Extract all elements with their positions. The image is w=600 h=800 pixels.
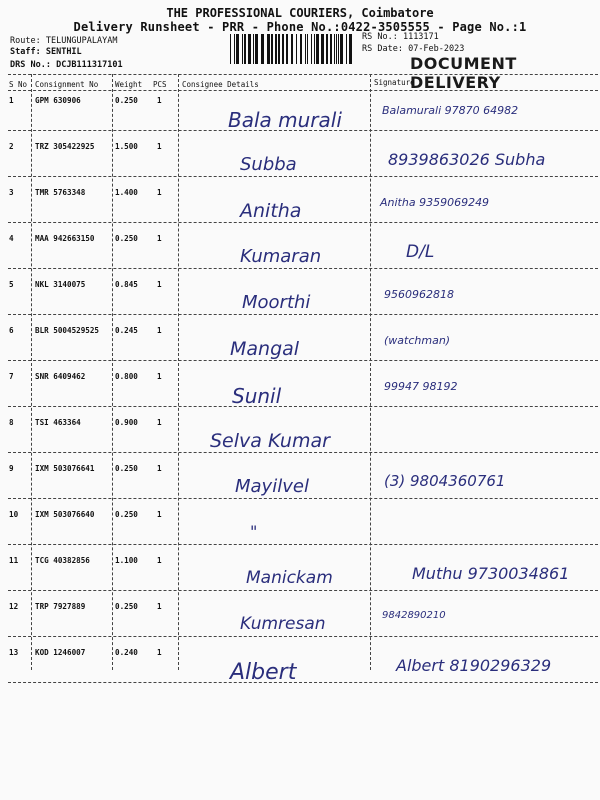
barcode-bar [291,34,293,64]
row-sno: 8 [9,418,14,427]
row-signature: Albert 8190296329 [396,656,552,675]
row-signature: 9560962818 [384,288,454,301]
row-pcs: 1 [157,464,162,473]
runsheet-title: Delivery Runsheet - PRR - Phone No.:0422-3505555 - Page No.:1 [73,20,527,34]
row-sno: 4 [9,234,14,243]
barcode-bar [234,34,235,64]
row-sno: 11 [9,556,19,565]
barcode-bar [307,34,308,64]
row-consignment: TSI 463364 [35,418,81,427]
col-header-pcs: PCS [153,80,167,89]
col-header-signature: Signature [374,78,415,87]
row-consignment: GPM 630906 [35,96,81,105]
col-header-consignment: Consignment No [35,80,99,89]
row-pcs: 1 [157,188,162,197]
barcode-bar [334,34,335,64]
row-weight: 0.250 [115,510,138,519]
barcode-bar [330,34,332,64]
route-line [10,36,118,46]
row-consignee-name: Selva Kumar [210,430,330,452]
row-sno: 12 [9,602,19,611]
barcode-bar [349,34,352,64]
row-weight: 0.845 [115,280,138,289]
row-consignment: TRP 7927889 [35,602,86,611]
row-weight: 0.250 [115,96,138,105]
row-consignee-name: Kumaran [240,246,322,267]
barcode-bar [271,34,273,64]
row-pcs: 1 [157,418,162,427]
row-weight: 0.250 [115,602,138,611]
col-divider [178,74,179,670]
row-weight: 0.250 [115,464,138,473]
row-consignee-name: " [250,522,258,541]
row-signature: (watchman) [384,334,451,347]
row-weight: 1.100 [115,556,138,565]
row-consignment: SNR 6409462 [35,372,86,381]
row-signature: Balamurali 97870 64982 [382,104,519,117]
barcode-bar [253,34,254,64]
row-separator [8,360,598,361]
rs-date-value: 07-Feb-2023 [408,44,465,54]
row-consignment: TMR 5763348 [35,188,86,197]
row-pcs: 1 [157,372,162,381]
row-pcs: 1 [157,234,162,243]
row-separator [8,682,598,683]
barcode-bar [314,34,315,64]
row-separator [8,452,598,453]
rs-no-label: RS No.: [362,32,398,42]
row-pcs: 1 [157,142,162,151]
col-divider [31,74,32,670]
row-signature: 99947 98192 [384,380,458,393]
row-sno: 2 [9,142,14,151]
row-sno: 10 [9,510,19,519]
row-signature: D/L [406,242,435,262]
row-separator [8,268,598,269]
row-consignment: MAA 942663150 [35,234,95,243]
row-weight: 0.250 [115,234,138,243]
row-signature: 9842890210 [382,610,446,621]
barcode-bar [296,34,297,64]
row-weight: 0.900 [115,418,138,427]
row-pcs: 1 [157,510,162,519]
drs-label: DRS No.: [10,60,51,70]
row-separator [8,406,598,407]
drs-line [10,60,123,70]
barcode-bar [311,34,312,64]
row-consignment: NKL 3140075 [35,280,86,289]
row-weight: 1.500 [115,142,138,151]
row-separator [8,130,598,131]
row-consignee-name: Sunil [232,384,282,408]
row-pcs: 1 [157,556,162,565]
row-pcs: 1 [157,96,162,105]
row-weight: 0.240 [115,648,138,657]
row-consignee-name: Mangal [230,338,300,360]
col-header-weight: Weight [115,80,143,89]
barcode-bar [236,34,239,64]
rs-no-line [362,32,439,42]
row-consignee-name: Manickam [246,568,333,588]
row-separator [8,544,598,545]
barcode-bar [336,34,337,64]
barcode-bar [305,34,306,64]
company-title: THE PROFESSIONAL COURIERS, Coimbatore [166,6,434,20]
barcode-bar [275,34,277,64]
barcode-bar [261,34,264,64]
barcode-bar [244,34,246,64]
document-delivery-stamp: DOCUMENT DELIVERY [410,54,517,92]
row-separator [8,314,598,315]
row-consignee-name: Kumresan [240,614,326,634]
row-sno: 7 [9,372,14,381]
barcode-bar [326,34,328,64]
staff-label: Staff: [10,47,41,57]
barcode [230,34,354,64]
row-pcs: 1 [157,280,162,289]
col-header-sno: S No [9,80,28,89]
barcode-bar [321,34,324,64]
row-sno: 6 [9,326,14,335]
row-consignment: TRZ 305422925 [35,142,95,151]
route-value: TELUNGUPALAYAM [45,36,118,46]
row-separator [8,222,598,223]
row-pcs: 1 [157,648,162,657]
row-consignment: IXM 503076641 [35,464,95,473]
row-weight: 0.245 [115,326,138,335]
row-consignment: BLR 5004529525 [35,326,100,335]
row-consignment: IXM 503076640 [35,510,95,519]
row-consignee-name: Moorthi [242,292,311,313]
drs-value: DCJB111317101 [56,60,123,70]
barcode-bar [282,34,284,64]
row-pcs: 1 [157,326,162,335]
row-consignee-name: Mayilvel [235,476,309,497]
row-consignment: KOD 1246007 [35,648,86,657]
row-weight: 1.400 [115,188,138,197]
row-sno: 5 [9,280,14,289]
barcode-bar [248,34,251,64]
table-top-rule [8,74,598,75]
row-consignee-name: Albert [230,660,297,685]
col-divider [370,74,371,670]
col-divider [112,74,113,670]
row-consignee-name: Bala murali [228,108,342,132]
row-sno: 9 [9,464,14,473]
barcode-bar [230,34,231,64]
row-pcs: 1 [157,602,162,611]
row-signature: 8939863026 Subha [388,150,546,169]
row-consignee-name: Subba [240,154,297,175]
barcode-bar [286,34,288,64]
row-separator [8,176,598,177]
barcode-bar [346,34,347,64]
row-sno: 3 [9,188,14,197]
rs-date-label: RS Date: [362,44,403,54]
row-sno: 1 [9,96,14,105]
staff-line [10,47,82,57]
row-consignee-name: Anitha [240,200,302,222]
row-weight: 0.800 [115,372,138,381]
rs-no-value: 1113171 [402,32,439,42]
barcode-bar [278,34,280,64]
header-rule [8,90,598,91]
col-header-consignee: Consignee Details [182,80,259,89]
row-signature: Muthu 9730034861 [412,564,570,583]
barcode-bar [316,34,319,64]
barcode-bar [267,34,270,64]
route-label: Route: [10,36,41,46]
row-consignment: TCG 40382856 [35,556,90,565]
barcode-bar [340,34,343,64]
staff-value: SENTHIL [45,47,82,57]
rs-date-line [362,44,464,54]
row-separator [8,498,598,499]
row-separator [8,636,598,637]
barcode-bar [300,34,302,64]
barcode-bar [255,34,258,64]
row-separator [8,590,598,591]
row-sno: 13 [9,648,19,657]
row-signature: Anitha 9359069249 [380,196,490,209]
barcode-bar [338,34,339,64]
row-signature: (3) 9804360761 [384,472,506,490]
barcode-bar [242,34,243,64]
